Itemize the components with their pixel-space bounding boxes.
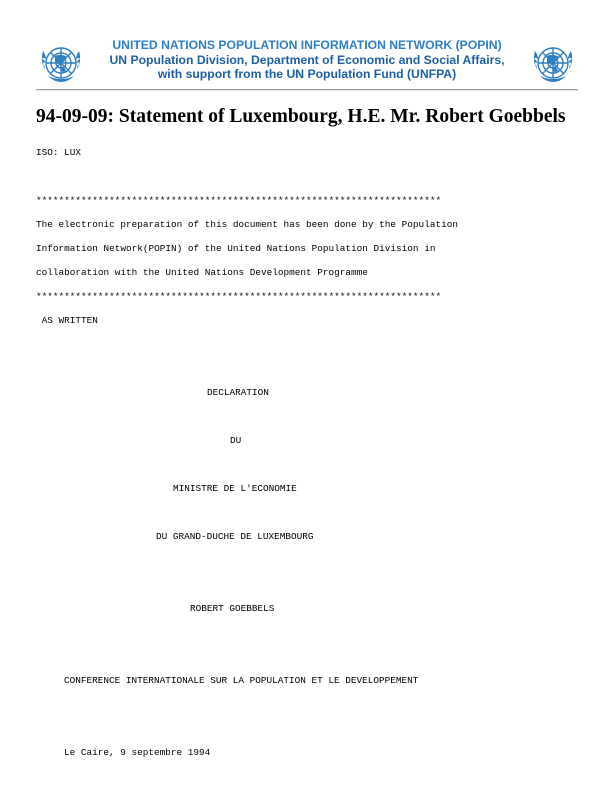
- popin-header: [36, 34, 578, 88]
- note-line-3: collaboration with the United Nations Development Programme: [36, 267, 368, 278]
- page-title: 94-09-09: Statement of Luxembourg, H.E. Mr. Robert Goebbels: [36, 106, 566, 127]
- header-line-1: UNITED NATIONS POPULATION INFORMATION NETWORK (POPIN): [112, 38, 502, 52]
- popin-header-text: [92, 38, 522, 82]
- un-emblem-icon: [528, 38, 578, 88]
- speaker-name: ROBERT GOEBBELS: [190, 603, 275, 614]
- place-and-date: Le Caire, 9 septembre 1994: [64, 747, 211, 758]
- grand-duchy-heading: DU GRAND-DUCHE DE LUXEMBOURG: [156, 531, 314, 542]
- stars-divider-top: ************************************************************************: [36, 195, 442, 206]
- header-line-3: with support from the UN Population Fund (UNFPA): [157, 67, 457, 82]
- declaration-heading: DECLARATION: [207, 387, 269, 398]
- stars-divider-bottom: ************************************************************************: [36, 291, 442, 302]
- as-written-label: AS WRITTEN: [36, 315, 98, 326]
- note-line-2: Information Network(POPIN) of the United Nations Population Division in: [36, 243, 436, 254]
- header-line-2: UN Population Division, Department of Economic and Social Affairs,: [109, 52, 505, 67]
- note-line-1: The electronic preparation of this document has been done by the Population: [36, 219, 458, 230]
- conference-name: CONFERENCE INTERNATIONALE SUR LA POPULATION ET LE DEVELOPPEMENT: [64, 675, 419, 686]
- minister-heading: MINISTRE DE L'ECONOMIE: [173, 483, 297, 494]
- un-emblem-icon: [36, 38, 86, 88]
- iso-code: ISO: LUX: [36, 147, 82, 158]
- du-heading: DU: [230, 435, 242, 446]
- header-divider: [36, 89, 578, 91]
